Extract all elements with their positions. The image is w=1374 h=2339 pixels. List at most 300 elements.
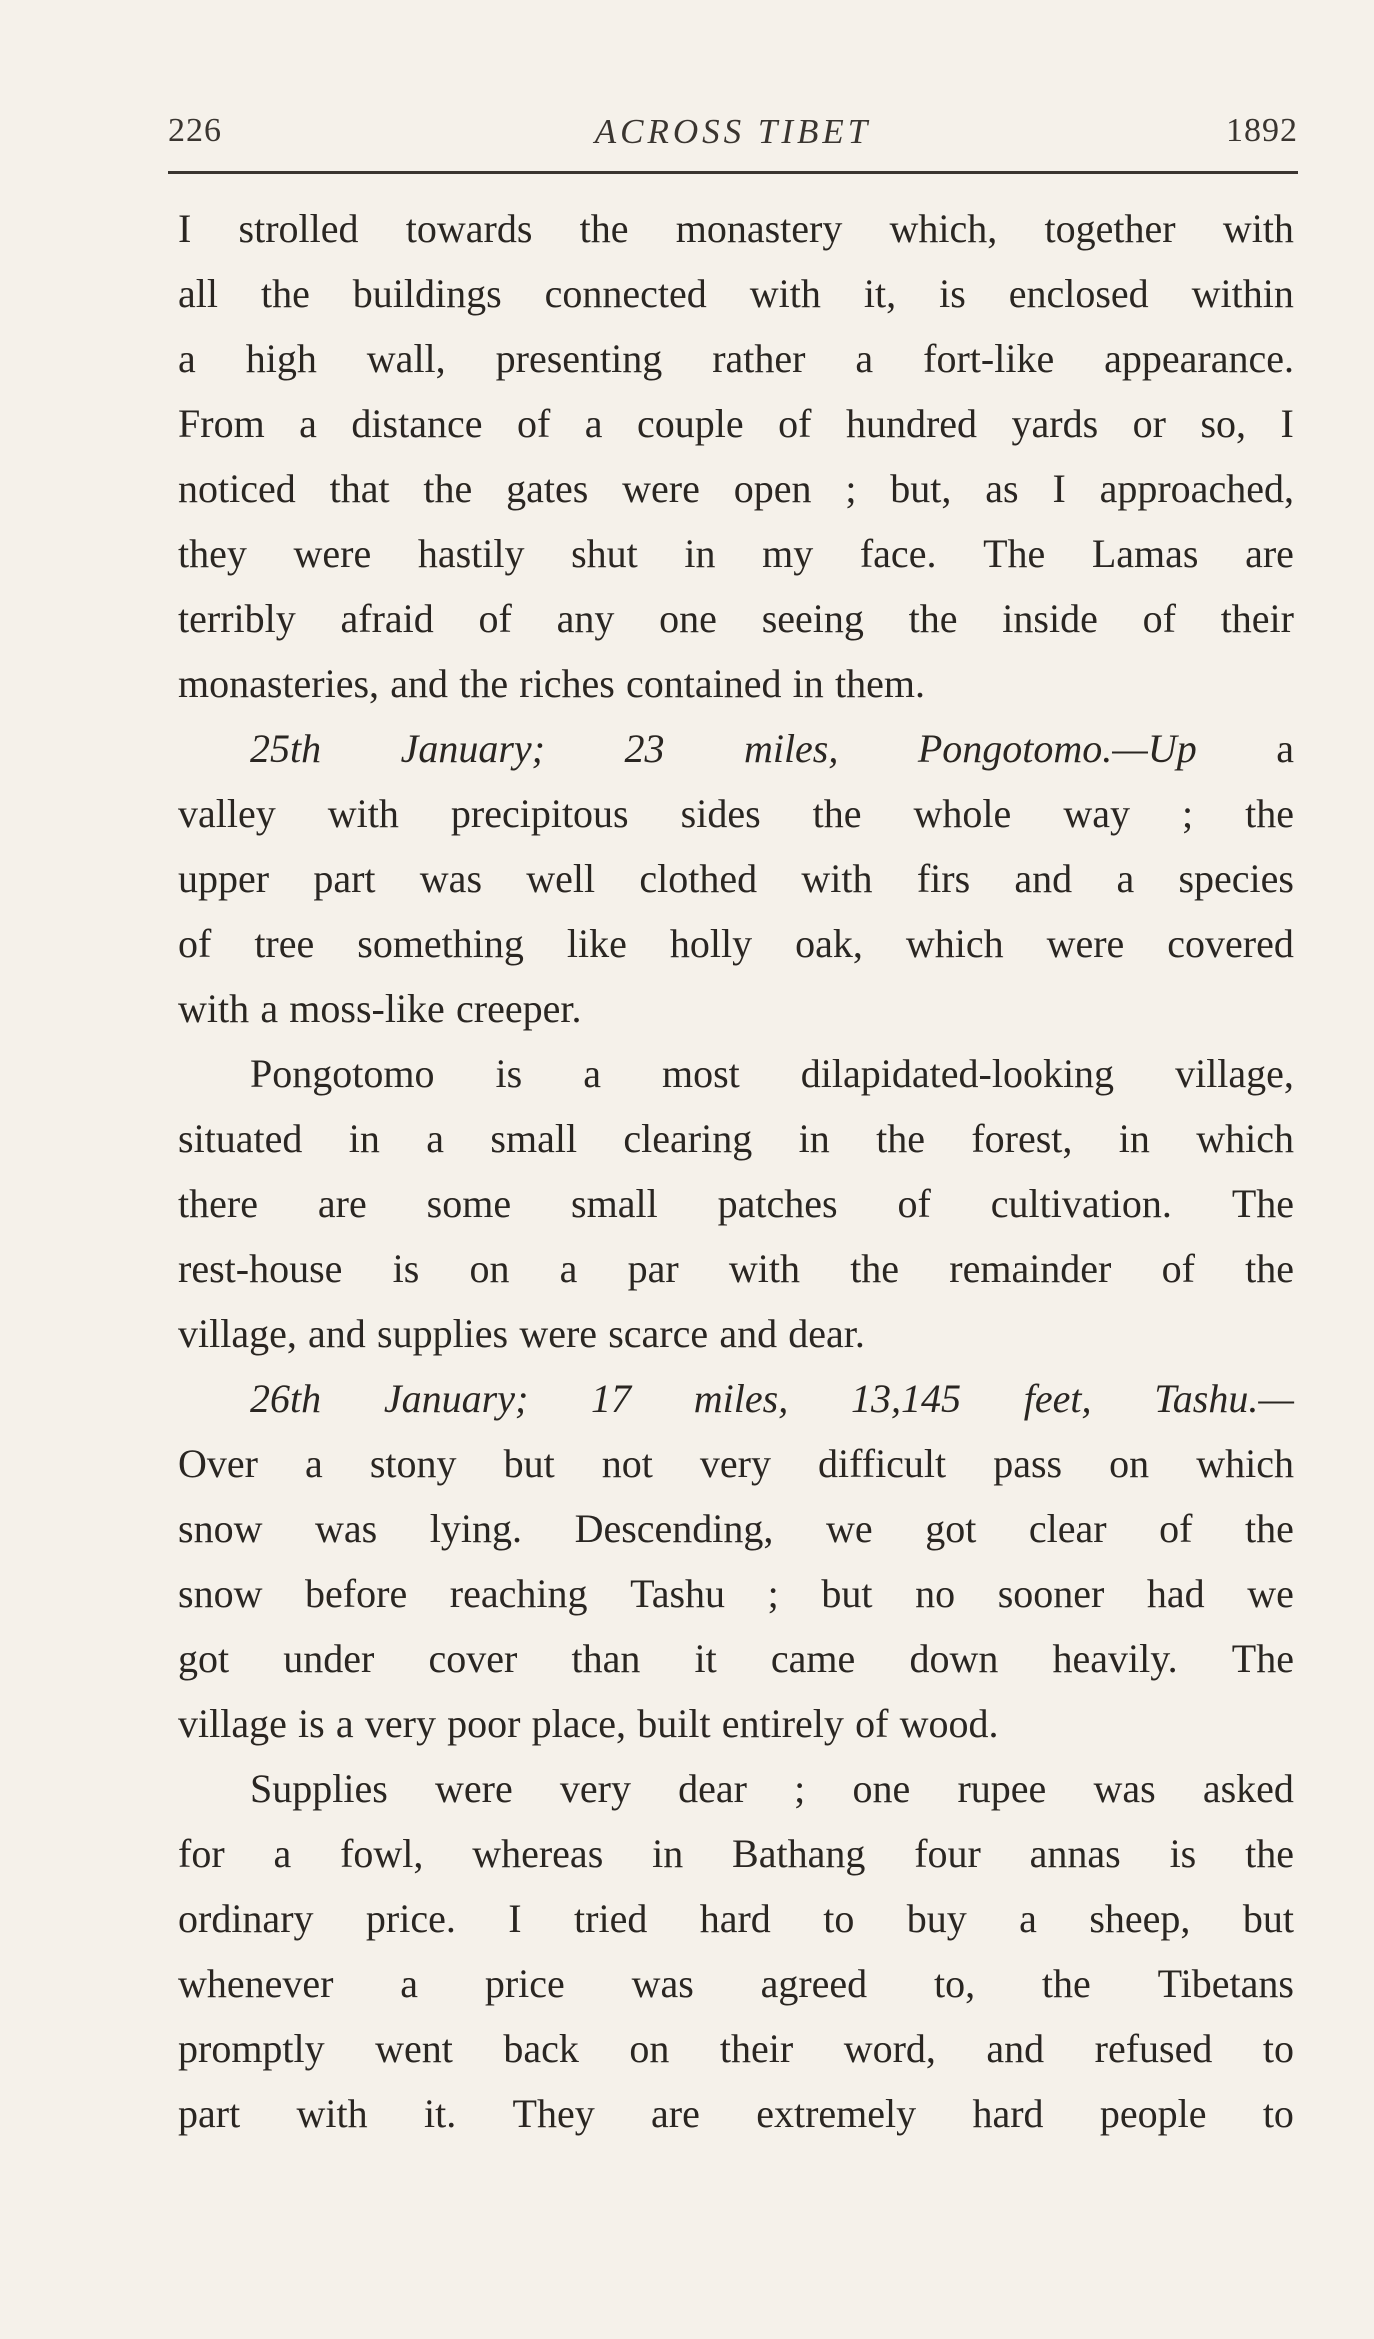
word: to [1262, 2026, 1294, 2071]
word: noticed [178, 466, 296, 511]
word: the [908, 596, 958, 641]
word: ordinary [178, 1896, 314, 1941]
word: patches [717, 1181, 838, 1226]
word: them. [834, 661, 925, 706]
word: for [178, 1831, 225, 1876]
word: together [1044, 206, 1176, 251]
word: asked [1202, 1766, 1294, 1811]
word: open [733, 466, 812, 511]
word: is [495, 1051, 523, 1096]
word: as [985, 466, 1019, 511]
word: so, [1200, 401, 1247, 446]
word: covered [1167, 921, 1294, 966]
word: Tibetans [1157, 1961, 1294, 2006]
word: From [178, 401, 265, 446]
word: on [469, 1246, 510, 1291]
word: the [812, 791, 862, 836]
word: upper [178, 856, 270, 901]
word: extremely [756, 2091, 917, 2136]
word: all [178, 271, 218, 316]
text-line [178, 1106, 1294, 1171]
word: species [1178, 856, 1294, 901]
word: is [298, 1701, 325, 1746]
word: were [293, 531, 372, 576]
text-line [178, 2081, 1294, 2146]
word: before [305, 1571, 408, 1616]
word: a [400, 1961, 419, 2006]
word: very [699, 1441, 771, 1486]
word: with [1222, 206, 1294, 251]
word: connected [544, 271, 707, 316]
word: a [1116, 856, 1135, 901]
word: cover [428, 1636, 518, 1681]
word: the [876, 1116, 925, 1161]
text-line [178, 1951, 1294, 2016]
word: towards [405, 206, 533, 251]
word: sooner [997, 1571, 1105, 1616]
word: fort-like [923, 336, 1055, 381]
word: I [1280, 401, 1294, 446]
word: heavily. [1052, 1636, 1178, 1681]
word: any [556, 596, 615, 641]
word: —Up [1112, 726, 1197, 771]
word: and [308, 1311, 366, 1356]
word: appearance. [1104, 336, 1294, 381]
word: Pongotomo [250, 1051, 435, 1096]
word: village, [178, 1311, 297, 1356]
word: with [749, 271, 821, 316]
word: They [512, 2091, 595, 2136]
word: part [178, 2091, 241, 2136]
word: back [503, 2026, 579, 2071]
word: Tashu.— [1154, 1376, 1294, 1421]
word: refused [1094, 2026, 1213, 2071]
word: small [571, 1181, 658, 1226]
word: contained [625, 661, 782, 706]
word: within [1191, 271, 1294, 316]
word: annas [1029, 1831, 1121, 1876]
word: valley [178, 791, 276, 836]
word: is [392, 1246, 420, 1291]
word: very [559, 1766, 631, 1811]
word: forest, [971, 1116, 1073, 1161]
word: word, [843, 2026, 936, 2071]
word: a [178, 336, 196, 381]
word: some [426, 1181, 512, 1226]
word: distance [351, 401, 483, 446]
word: moss-like [289, 986, 445, 1031]
word: Over [178, 1441, 258, 1486]
word: or [1132, 401, 1166, 446]
word: snow [178, 1506, 263, 1551]
text-line [178, 1431, 1294, 1496]
word: that [329, 466, 390, 511]
word: January; [400, 726, 545, 771]
text-line [178, 391, 1294, 456]
word: reaching [449, 1571, 588, 1616]
word: with [327, 791, 399, 836]
word: their [719, 2026, 794, 2071]
word: my [762, 531, 814, 576]
word: in [798, 1116, 830, 1161]
word: entirely [721, 1701, 844, 1746]
word: par [627, 1246, 679, 1291]
word: remainder [949, 1246, 1112, 1291]
word: in [1118, 1116, 1150, 1161]
word: of [1161, 1246, 1195, 1291]
word: a [260, 986, 279, 1031]
word: under [283, 1636, 375, 1681]
word: ; [1181, 791, 1194, 836]
word: a [273, 1831, 292, 1876]
word: I [178, 206, 192, 251]
word: it [694, 1636, 717, 1681]
word: of [778, 401, 812, 446]
word: seeing [761, 596, 864, 641]
word: got [178, 1636, 230, 1681]
word: couple [637, 401, 744, 446]
word: a [426, 1116, 445, 1161]
word: of [897, 1181, 931, 1226]
word: enclosed [1008, 271, 1149, 316]
word: miles, [693, 1376, 789, 1421]
word: but [1242, 1896, 1294, 1941]
text-line [178, 196, 1294, 261]
word: is [1169, 1831, 1197, 1876]
word: supplies [377, 1311, 509, 1356]
word: I [1052, 466, 1066, 511]
word: dilapidated-looking [800, 1051, 1115, 1096]
word: with [178, 986, 250, 1031]
word: tried [574, 1896, 648, 1941]
word: clothed [639, 856, 758, 901]
word: no [915, 1571, 956, 1616]
text-line [178, 716, 1294, 781]
text-line [178, 1496, 1294, 1561]
text-line [178, 1821, 1294, 1886]
word: strolled [238, 206, 359, 251]
word: the [459, 661, 509, 706]
word: yards [1011, 401, 1099, 446]
word: it, [863, 271, 897, 316]
word: village, [1175, 1051, 1294, 1096]
word: buildings [352, 271, 502, 316]
word: The [1231, 1181, 1294, 1226]
word: were [1046, 921, 1125, 966]
word: approached, [1099, 466, 1294, 511]
word: way [1063, 791, 1130, 836]
page-header [168, 112, 1298, 162]
word: hastily [417, 531, 525, 576]
word: Descending, [574, 1506, 774, 1551]
word: clear [1028, 1506, 1107, 1551]
word: one [659, 596, 717, 641]
word: inside [1002, 596, 1098, 641]
word: down [909, 1636, 999, 1681]
word: face. [859, 531, 937, 576]
word: was [1093, 1766, 1156, 1811]
word: most [661, 1051, 740, 1096]
word: rather [712, 336, 806, 381]
word: whenever [178, 1961, 334, 2006]
text-line [178, 1366, 1294, 1431]
word: sheep, [1089, 1896, 1191, 1941]
header-rule [168, 171, 1298, 174]
text-line [178, 1626, 1294, 1691]
word: a [305, 1441, 323, 1486]
word: it. [423, 2091, 457, 2136]
word: miles, [743, 726, 839, 771]
word: tree [254, 921, 315, 966]
word: of [516, 401, 551, 446]
word: of [855, 1701, 889, 1746]
word: ; [845, 466, 857, 511]
word: afraid [340, 596, 434, 641]
header-year: 1892 [1226, 112, 1298, 149]
text-line [178, 586, 1294, 651]
word: there [178, 1181, 258, 1226]
text-line [178, 911, 1294, 976]
word: was [315, 1506, 378, 1551]
word: wall, [366, 336, 446, 381]
word: hard [699, 1896, 771, 1941]
word: part [313, 856, 376, 901]
word: were [622, 466, 700, 511]
word: The [1231, 1636, 1294, 1681]
word: hundred [845, 401, 978, 446]
word: a [1019, 1896, 1037, 1941]
word: Tashu [630, 1571, 726, 1616]
word: buy [906, 1896, 967, 1941]
text-line [178, 1041, 1294, 1106]
word: gates [506, 466, 589, 511]
text-line [178, 1561, 1294, 1626]
word: but [821, 1571, 873, 1616]
word: we [825, 1506, 873, 1551]
word: fowl, [340, 1831, 424, 1876]
word: which [1196, 1441, 1294, 1486]
word: was [631, 1961, 694, 2006]
text-line [178, 326, 1294, 391]
word: price [484, 1961, 565, 2006]
word: of [178, 921, 212, 966]
word: and [719, 1311, 778, 1356]
word: monasteries, [178, 661, 380, 706]
word: were [519, 1311, 598, 1356]
word: riches [519, 661, 615, 706]
word: stony [369, 1441, 457, 1486]
word: ; [794, 1766, 806, 1811]
word: sides [680, 791, 761, 836]
page-number: 226 [168, 112, 222, 149]
word: the [1245, 1831, 1294, 1876]
word: in [792, 661, 824, 706]
word: and [986, 2026, 1045, 2071]
word: pass [993, 1441, 1063, 1486]
text-line [178, 976, 1294, 1041]
text-line [178, 261, 1294, 326]
word: a [855, 336, 874, 381]
word: came [770, 1636, 856, 1681]
word: went [375, 2026, 453, 2071]
word: the [1245, 1246, 1294, 1291]
word: with [728, 1246, 800, 1291]
word: village [178, 1701, 287, 1746]
body-text [178, 196, 1294, 2146]
word: built [637, 1701, 711, 1746]
word: the [423, 466, 473, 511]
text-line [178, 1171, 1294, 1236]
word: high [245, 336, 317, 381]
text-line [178, 1756, 1294, 1821]
word: clearing [623, 1116, 753, 1161]
word: creeper. [456, 986, 582, 1031]
word: one [852, 1766, 911, 1811]
word: rupee [957, 1766, 1047, 1811]
word: the [1245, 1506, 1294, 1551]
word: lying. [429, 1506, 523, 1551]
word: dear. [788, 1311, 865, 1356]
word: which [1196, 1116, 1294, 1161]
word: Pongotomo.—Up [917, 726, 1197, 771]
text-line [178, 521, 1294, 586]
word: but, [890, 466, 952, 511]
word: terribly [178, 596, 296, 641]
word: wood. [899, 1701, 999, 1746]
word: January; [383, 1376, 529, 1421]
word: whole [913, 791, 1012, 836]
text-line [178, 651, 1294, 716]
word: Bathang [732, 1831, 866, 1876]
word: hard [972, 2091, 1044, 2136]
word: a [1276, 726, 1294, 771]
word: than [571, 1636, 641, 1681]
word: — [1258, 1376, 1294, 1421]
word: got [925, 1506, 977, 1551]
text-line [178, 1301, 1294, 1366]
word: we [1247, 1571, 1294, 1616]
word: 25th [250, 726, 322, 771]
word: are [651, 2091, 700, 2136]
word: ; [767, 1571, 779, 1616]
word: to [823, 1896, 855, 1941]
word: which, [889, 206, 998, 251]
word: The [983, 531, 1046, 576]
word: Supplies [250, 1766, 388, 1811]
text-line [178, 1236, 1294, 1301]
word: a [335, 1701, 354, 1746]
word: they [178, 531, 247, 576]
word: on [629, 2026, 670, 2071]
word: 26th [250, 1376, 322, 1421]
word: the [850, 1246, 900, 1291]
word: of [478, 596, 512, 641]
word: small [490, 1116, 578, 1161]
word: a [299, 401, 317, 446]
word: scarce [608, 1311, 709, 1356]
word: precipitous [450, 791, 629, 836]
word: agreed [760, 1961, 868, 2006]
word: poor [447, 1701, 521, 1746]
word: firs [916, 856, 971, 901]
word: snow [178, 1571, 263, 1616]
word: in [684, 531, 716, 576]
word: the [579, 206, 629, 251]
word: were [434, 1766, 513, 1811]
word: well [526, 856, 596, 901]
word: price. [365, 1896, 456, 1941]
word: place, [531, 1701, 627, 1746]
word: monastery [675, 206, 843, 251]
word: with [296, 2091, 368, 2136]
word: was [419, 856, 483, 901]
text-line [178, 456, 1294, 521]
text-line [178, 781, 1294, 846]
word: I [508, 1896, 522, 1941]
word: the [1041, 1961, 1091, 2006]
word: whereas [472, 1831, 604, 1876]
word: to [1262, 2091, 1294, 2136]
word: of [1142, 596, 1176, 641]
word: a [584, 401, 603, 446]
word: in [348, 1116, 380, 1161]
word: four [914, 1831, 981, 1876]
word: which [905, 921, 1004, 966]
word: presenting [495, 336, 663, 381]
word: Lamas [1091, 531, 1199, 576]
word: shut [571, 531, 638, 576]
word: oak, [795, 921, 863, 966]
text-line [178, 1886, 1294, 1951]
word: had [1146, 1571, 1205, 1616]
word: dear [678, 1766, 747, 1811]
word: situated [178, 1116, 303, 1161]
word: and [390, 661, 449, 706]
word: promptly [178, 2026, 325, 2071]
word: not [601, 1441, 653, 1486]
word: with [801, 856, 873, 901]
word: cultivation. [990, 1181, 1172, 1226]
word: people [1099, 2091, 1207, 2136]
word: 17 [591, 1376, 632, 1421]
word: like [566, 921, 627, 966]
text-line [178, 1691, 1294, 1756]
word: are [317, 1181, 367, 1226]
word: a [559, 1246, 578, 1291]
text-line [178, 846, 1294, 911]
word: the [1245, 791, 1294, 836]
word: a [583, 1051, 601, 1096]
word: are [1245, 531, 1294, 576]
word: their [1220, 596, 1294, 641]
word: 23 [624, 726, 665, 771]
word: very [364, 1701, 436, 1746]
word: and [1014, 856, 1073, 901]
word: in [652, 1831, 684, 1876]
word: something [357, 921, 524, 966]
word: on [1109, 1441, 1150, 1486]
word: is [939, 271, 966, 316]
running-title: ACROSS TIBET [594, 112, 872, 151]
word: to, [933, 1961, 976, 2006]
word: the [260, 271, 310, 316]
word: 13,145 [850, 1376, 961, 1421]
word: of [1159, 1506, 1193, 1551]
word: but [503, 1441, 555, 1486]
word: holly [669, 921, 753, 966]
word: difficult [818, 1441, 947, 1486]
text-line [178, 2016, 1294, 2081]
